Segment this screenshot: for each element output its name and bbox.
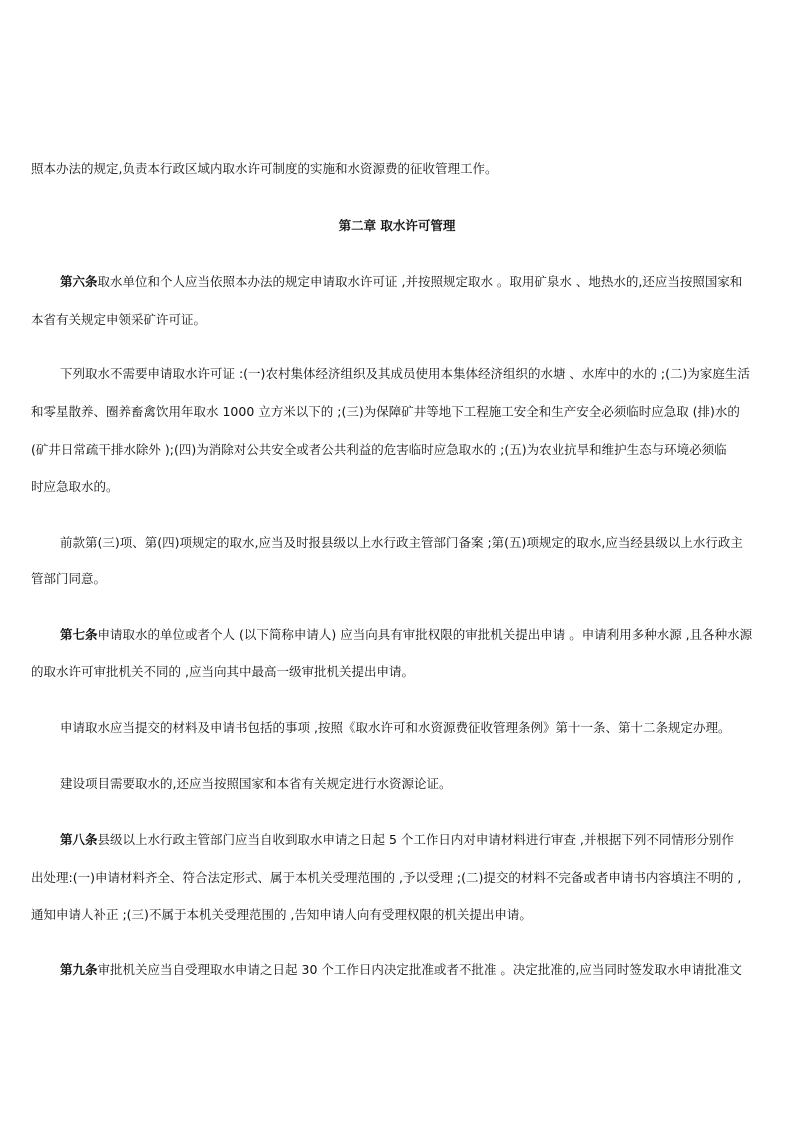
line-text: 的取水许可审批机关不同的 ,应当向其中最高一级审批机关提出申请。 — [31, 664, 414, 679]
line-text: 取水单位和个人应当依照本办法的规定申请取水许可证 ,并按照规定取水 。取用矿泉水 、地热水的,还应当按照国家和 — [97, 274, 743, 289]
line-text: 时应急取水的。 — [31, 479, 119, 494]
line-text: 建设项目需要取水的,还应当按照国家和本省有关规定进行水资源论证。 — [60, 776, 452, 791]
paragraph-line — [31, 664, 414, 680]
paragraph-line — [31, 404, 740, 420]
paragraph-line — [31, 571, 106, 587]
line-text: (矿井日常疏干排水除外 );(四)为消除对公共安全或者公共利益的危害临时应急取水的 ;(五)为农业抗旱和维护生态与环境必须临 — [31, 442, 727, 457]
line-text: 审批机关应当自受理取水申请之日起 30 个工作日内决定批准或者不批准 。决定批准的,应当同时签发取水申请批准文 — [97, 962, 742, 977]
paragraph-line — [31, 161, 497, 177]
paragraph-line — [31, 870, 741, 886]
line-text: 出处理:(一)申请材料齐全、符合法定形式、属于本机关受理范围的 ,予以受理 ;(二)提交的材料不完备或者申请书内容填注不明的 , — [31, 870, 742, 885]
article-line — [60, 962, 742, 978]
article-line — [60, 832, 734, 848]
paragraph-line — [31, 479, 119, 495]
paragraph-line — [60, 720, 730, 736]
line-text: 通知申请人补正 ;(三)不属于本机关受理范围的 ,告知申请人向有受理权限的机关提出申请。 — [31, 907, 532, 922]
line-text: 前款第(三)项、第(四)项规定的取水,应当及时报县级以上水行政主管部门备案 ;第(五)项规定的取水,应当经县级以上水行政主 — [60, 535, 743, 550]
line-text: 照本办法的规定,负责本行政区域内取水许可制度的实施和水资源费的征收管理工作。 — [31, 161, 498, 176]
article-label: 第七条 — [60, 627, 98, 642]
paragraph-line — [31, 907, 532, 923]
paragraph-line — [60, 535, 743, 551]
paragraph-line — [60, 366, 750, 382]
line-text: 申请取水的单位或者个人 (以下简称申请人) 应当向具有审批权限的审批机关提出申请 。申请利用多种水源 ,且各种水源 — [97, 627, 753, 642]
article-label: 第六条 — [60, 274, 98, 289]
article-label: 第九条 — [60, 962, 98, 977]
article-line — [60, 627, 752, 643]
line-text: 本省有关规定申领采矿许可证。 — [31, 312, 207, 327]
line-text: 申请取水应当提交的材料及申请书包括的事项 ,按照《取水许可和水资源费征收管理条例》第十一条、第十二条规定办理。 — [60, 720, 731, 735]
article-label: 第八条 — [60, 832, 98, 847]
line-text: 下列取水不需要申请取水许可证 :(一)农村集体经济组织及其成员使用本集体经济组织的水塘 、水库中的水的 ;(二)为家庭生活 — [60, 366, 750, 381]
line-text: 和零星散养、圈养畜禽饮用年取水 1000 立方米以下的 ;(三)为保障矿井等地下工程施工安全和生产安全必须临时应急取 (排)水的 — [31, 404, 740, 419]
paragraph-line — [31, 312, 206, 328]
article-line — [60, 274, 742, 290]
line-text: 管部门同意。 — [31, 571, 107, 586]
chapter-heading: 第二章 取水许可管理 — [338, 218, 456, 233]
paragraph-line — [60, 776, 451, 792]
paragraph-line — [31, 442, 727, 458]
line-text: 县级以上水行政主管部门应当自收到取水申请之日起 5 个工作日内对申请材料进行审查 ,并根据下列不同情形分别作 — [97, 832, 734, 847]
